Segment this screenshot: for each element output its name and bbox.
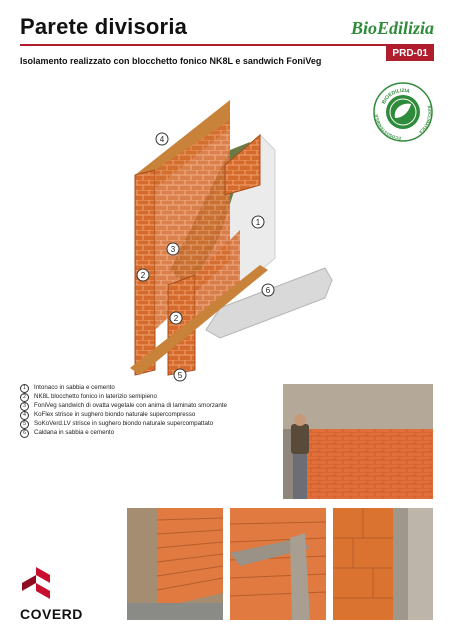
product-code-badge: PRD-01	[386, 46, 434, 61]
photo-corner-detail	[127, 508, 223, 620]
legend-item: 3 FoniVeg sandwich di ovatta vegetale con anima di laminato smorzante	[20, 402, 227, 411]
callout-5: 5	[177, 371, 183, 380]
brand-name: BioEdilizia	[350, 18, 434, 38]
seal-left-text: ECOSOSTENIBILE	[373, 113, 402, 141]
callout-1: 1	[255, 218, 261, 227]
bioedilizia-seal	[373, 82, 433, 142]
page-subtitle: Isolamento realizzato con blocchetto fonico NK8L e sandwich FoniVeg	[20, 56, 322, 66]
wall-section-illustration	[110, 80, 350, 385]
seal-right-text: BIOCLIMATICA	[417, 105, 433, 135]
callout-2a: 2	[140, 271, 146, 280]
company-name: COVERD	[20, 606, 83, 622]
callout-6: 6	[265, 286, 271, 295]
coverd-logo-icon	[20, 565, 76, 605]
callout-3: 3	[170, 245, 176, 254]
header-rule	[20, 44, 434, 46]
seal-top-text: BIOEDILIZIA	[380, 87, 411, 106]
callout-4: 4	[159, 135, 165, 144]
photo-wall-junction	[333, 508, 433, 620]
legend-item: 2 NK8L blocchetto fonico in laterizio semipieno	[20, 393, 227, 402]
callout-2b: 2	[173, 314, 179, 323]
page-title: Parete divisoria	[20, 14, 188, 39]
photo-cork-strip-detail	[230, 508, 326, 620]
legend-item: 6 Caldana in sabbia e cemento	[20, 429, 227, 438]
legend-item: 1 Intonaco in sabbia e cemento	[20, 384, 227, 393]
photo-worker-installing	[283, 384, 433, 499]
legend-item: 4 KoFlex strisce in sughero biondo naturale supercompresso	[20, 411, 227, 420]
legend	[20, 384, 227, 438]
legend-item: 5 SoKoVerd.LV strisce in sughero biondo naturale supercompattato	[20, 420, 227, 429]
